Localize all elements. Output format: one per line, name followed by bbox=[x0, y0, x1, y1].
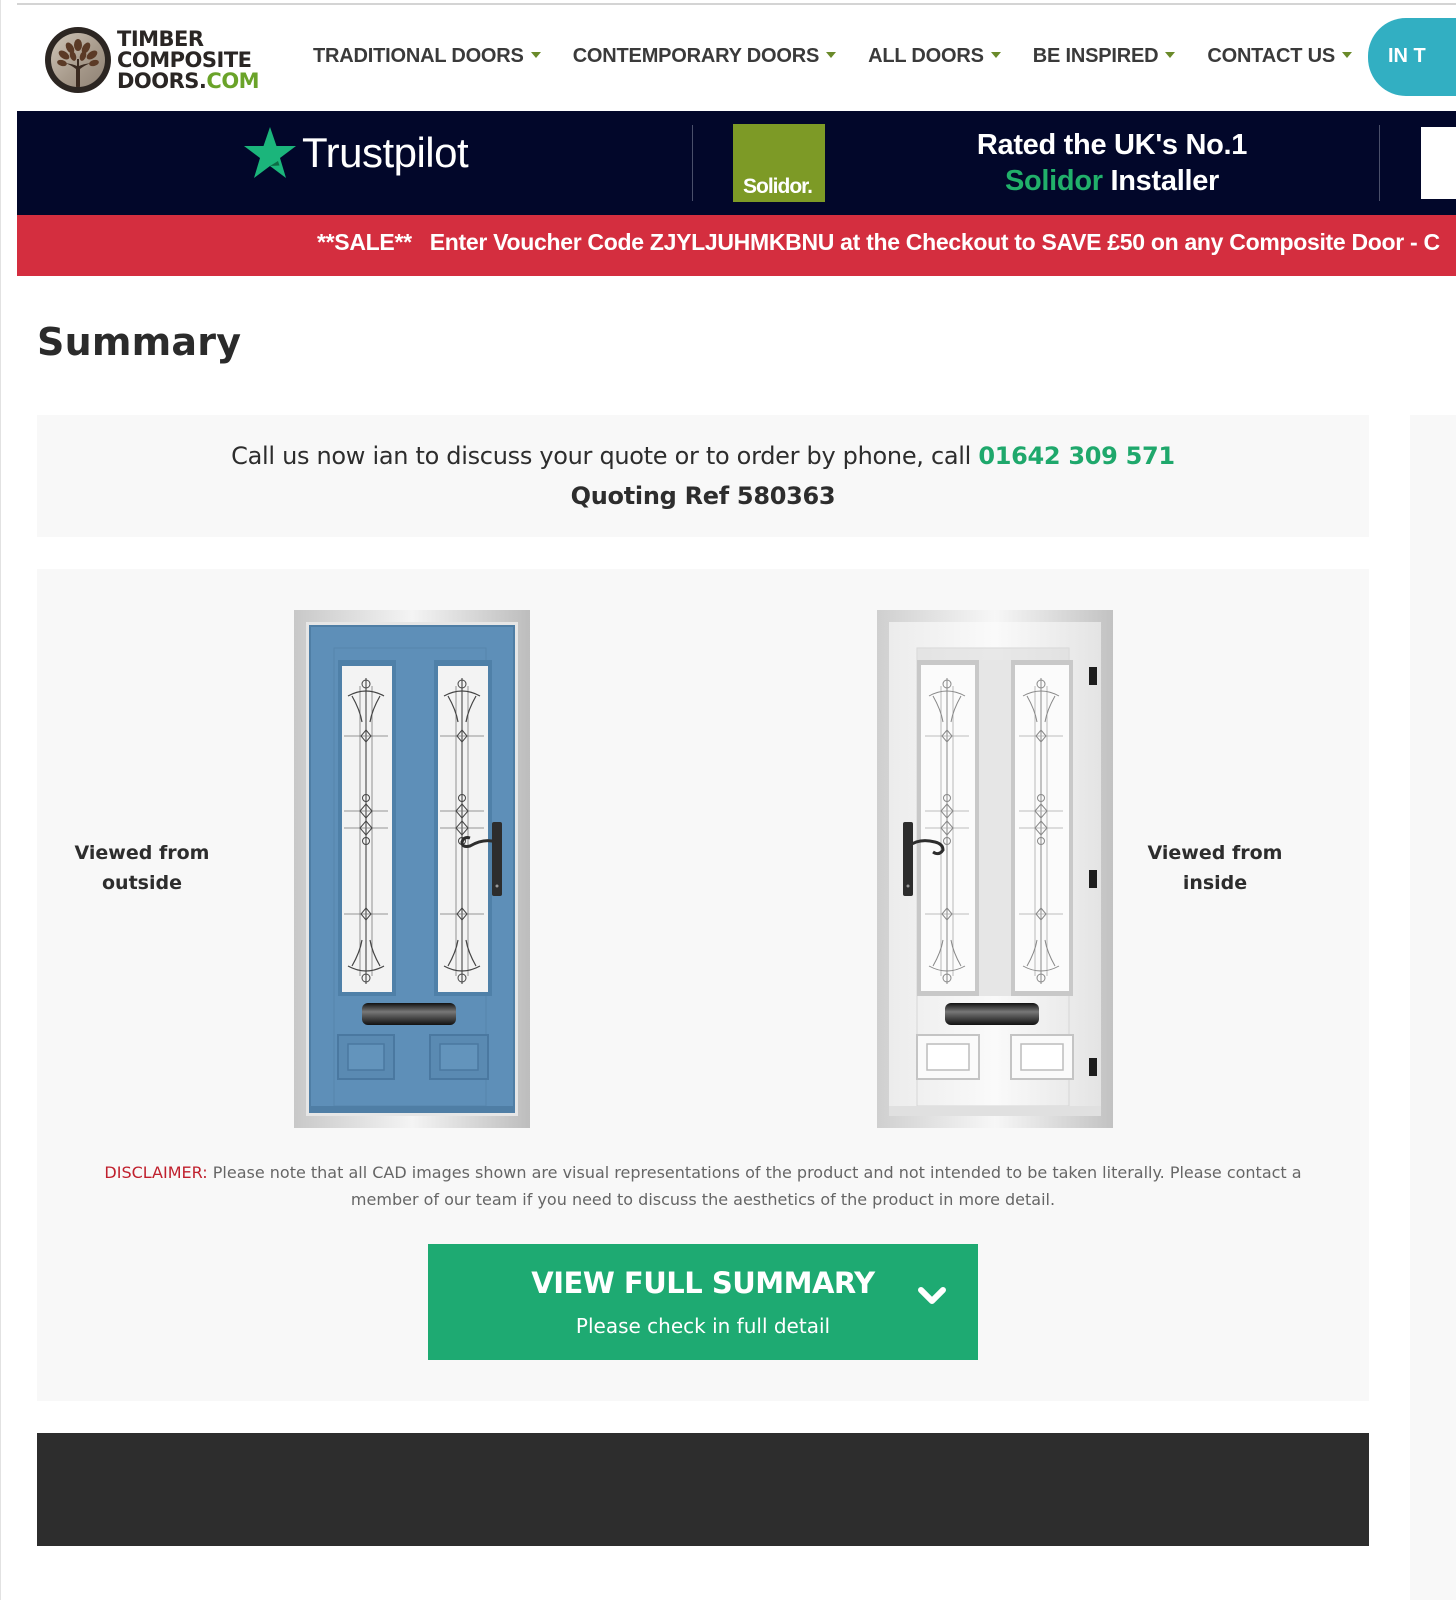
rated-installer-text: Rated the UK's No.1 Solidor Installer bbox=[976, 129, 1248, 197]
caret-down-icon bbox=[826, 52, 836, 58]
door-preview-panel bbox=[37, 569, 1369, 1401]
nav-contact-us[interactable]: CONTACT US bbox=[1207, 45, 1352, 68]
disclaimer-text: Please note that all CAD images shown are visual representations of the product and not intended to be taken literally. Please contact a member of our team if you need to discuss the aesthetics of the product in more detail. bbox=[212, 1163, 1302, 1209]
inside-view-label: Viewed from inside bbox=[1147, 842, 1283, 894]
disclaimer-label: DISCLAIMER: bbox=[104, 1163, 208, 1182]
partial-badge bbox=[1421, 127, 1456, 199]
caret-down-icon bbox=[531, 52, 541, 58]
side-panel bbox=[1410, 415, 1456, 1600]
caret-down-icon bbox=[991, 52, 1001, 58]
site-logo[interactable] bbox=[45, 25, 285, 95]
door-inside-image bbox=[877, 610, 1113, 1128]
main-nav bbox=[313, 45, 1384, 68]
call-us-text: Call us now ian to discuss your quote or to order by phone, call 01642 309 571 bbox=[231, 442, 1175, 470]
trustpilot-badge[interactable]: Trustpilot bbox=[242, 125, 468, 181]
header-cta-button[interactable]: IN T bbox=[1368, 18, 1456, 96]
divider bbox=[1379, 125, 1380, 201]
nav-contemporary-doors[interactable]: CONTEMPORARY DOORS bbox=[573, 45, 836, 68]
logo-wordmark: TIMBER COMPOSITE DOORS.COM bbox=[117, 26, 260, 93]
site-header bbox=[17, 5, 1456, 113]
tree-logo-icon bbox=[45, 27, 111, 93]
quote-reference: Quoting Ref 580363 bbox=[570, 482, 836, 510]
caret-down-icon bbox=[1165, 52, 1175, 58]
nav-be-inspired[interactable]: BE INSPIRED bbox=[1033, 45, 1176, 68]
trust-bar bbox=[17, 111, 1456, 215]
door-outside-image bbox=[294, 610, 530, 1128]
sale-tag: **SALE** bbox=[317, 229, 412, 255]
call-us-box bbox=[37, 415, 1369, 537]
dark-content-panel bbox=[37, 1433, 1369, 1546]
view-full-summary-button[interactable]: VIEW FULL SUMMARY Please check in full detail bbox=[428, 1244, 978, 1360]
disclaimer bbox=[97, 1159, 1309, 1213]
chevron-down-icon bbox=[916, 1284, 948, 1308]
sale-message: Enter Voucher Code ZJYLJUHMKBNU at the Checkout to SAVE £50 on any Composite Door - C bbox=[429, 229, 1440, 255]
nav-all-doors[interactable]: ALL DOORS bbox=[868, 45, 1001, 68]
caret-down-icon bbox=[1342, 52, 1352, 58]
star-icon bbox=[242, 125, 298, 181]
outside-view-label: Viewed from outside bbox=[74, 842, 210, 894]
page-edge bbox=[0, 0, 1, 1600]
nav-traditional-doors[interactable]: TRADITIONAL DOORS bbox=[313, 45, 541, 68]
phone-link[interactable]: 01642 309 571 bbox=[978, 442, 1175, 470]
page-title: Summary bbox=[37, 320, 242, 364]
solidor-logo: Solidor. bbox=[733, 124, 825, 202]
sale-banner[interactable] bbox=[17, 215, 1456, 276]
divider bbox=[692, 125, 693, 201]
